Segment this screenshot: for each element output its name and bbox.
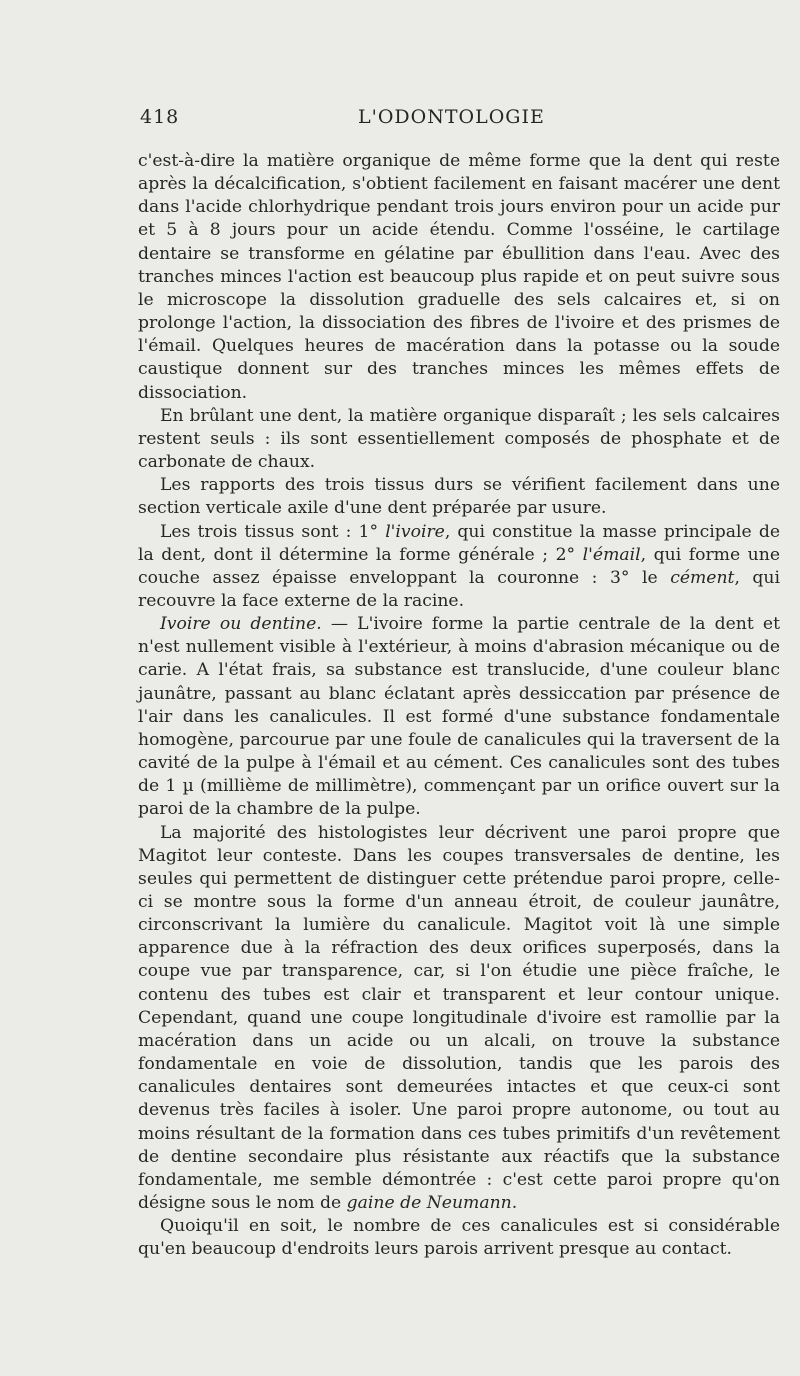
term-gaine-neumann: gaine de Neumann bbox=[346, 1193, 512, 1214]
text-run: , qui forme une couche assez épaisse enveloppant la couronne : 3° le bbox=[138, 544, 780, 588]
paragraph-three-tissues bbox=[138, 521, 780, 614]
paragraph-ivoire-dentine bbox=[138, 613, 780, 821]
paragraph-combustion: En brûlant une dent, la matière organique disparaît ; les sels calcaires restent seuls : ils sont essentiellement composés de phosphate et de carbonate de chaux. bbox=[138, 405, 780, 473]
term-cement: cément bbox=[670, 567, 735, 588]
paragraph-paroi-propre bbox=[138, 822, 780, 1216]
text-run: — L'ivoire forme la partie centrale de la dent et n'est nullement visible à l'extérieur, à moins d'abrasion mécanique ou de carie. A l'état frais, sa substance est translucide, d'une couleur blanc jaunâtre, passant au blanc éclatant après dessiccation par présence de l'air dans les canalicules. Il est formé d'une substance fondamentale homogène, parcourue par une foule de canalicules qui la traversent de la cavité de la pulpe à l'émail et au cément. Ces canalicules sont des tubes de 1 µ (millième de millimètre), commençant par un orifice ouvert sur la paroi de la chambre de la pulpe. bbox=[138, 614, 780, 820]
text-run: Les trois tissus sont : 1° bbox=[160, 521, 386, 542]
section-heading-ivoire: Ivoire ou dentine. bbox=[160, 614, 322, 635]
paragraph-tissue-relations: Les rapports des trois tissus durs se vérifient facilement dans une section verticale axile d'une dent préparée par usure. bbox=[138, 475, 780, 519]
page-body bbox=[138, 150, 780, 1262]
page-number: 418 bbox=[140, 106, 180, 128]
text-run: . bbox=[511, 1193, 518, 1214]
text-run: , qui constitue la masse principale de la dent, dont il détermine la forme générale ; 2° bbox=[138, 521, 780, 565]
paragraph-conclusion: Quoiqu'il en soit, le nombre de ces canalicules est si considérable qu'en beaucoup d'endroits leurs parois arrivent presque au contact. bbox=[138, 1216, 780, 1260]
text-run: , qui recouvre la face externe de la racine. bbox=[138, 567, 780, 611]
text-run: La majorité des histologistes leur décrivent une paroi propre que Magitot leur conteste. Dans les coupes transversales de dentine, les seules qui permettent de distinguer cette prétendue paroi propre, celle-ci se montre sous la forme d'un anneau étroit, de couleur jaunâtre, circonscrivant la lumière du canalicule. Magitot voit là une simple apparence due à la réfraction des deux orifices superposés, dans la coupe vue par transparence, car, si l'on étudie une pièce fraîche, le contenu des tubes est clair et transparent et leur contour unique. Cependant, quand une coupe longitudinale d'ivoire est ramollie par la macération dans un acide ou un alcali, on trouve la substance fondamentale en voie de dissolution, tandis que les parois des canalicules dentaires sont demeurées intactes et que ceux-ci sont devenus très faciles à isoler. Une paroi propre autonome, ou tout au moins résultant de la formation dans ces tubes primitifs d'un revêtement de dentine secondaire plus résistante aux réactifs que la substance fondamentale, me semble démontrée : c'est cette paroi propre qu'on désigne sous le nom de bbox=[138, 822, 780, 1214]
term-email: l'émail bbox=[582, 544, 641, 565]
paragraph-continuation: c'est-à-dire la matière organique de même forme que la dent qui reste après la décalcification, s'obtient facilement en faisant macérer une dent dans l'acide chlorhydrique pendant trois jours environ pour un acide pur et 5 à 8 jours pour un acide étendu. Comme l'osséine, le cartilage dentaire se transforme en gélatine par ébullition dans l'eau. Avec des tranches minces l'action est beaucoup plus rapide et on peut suivre sous le microscope la dissolution graduelle des sels calcaires et, si on prolonge l'action, la dissociation des fibres de l'ivoire et des prismes de l'émail. Quelques heures de macération dans la potasse ou la soude caustique donnent sur des tranches minces les mêmes effets de dissociation. bbox=[138, 151, 780, 403]
running-title: L'ODONTOLOGIE bbox=[358, 106, 545, 128]
term-ivoire: l'ivoire bbox=[385, 521, 445, 542]
